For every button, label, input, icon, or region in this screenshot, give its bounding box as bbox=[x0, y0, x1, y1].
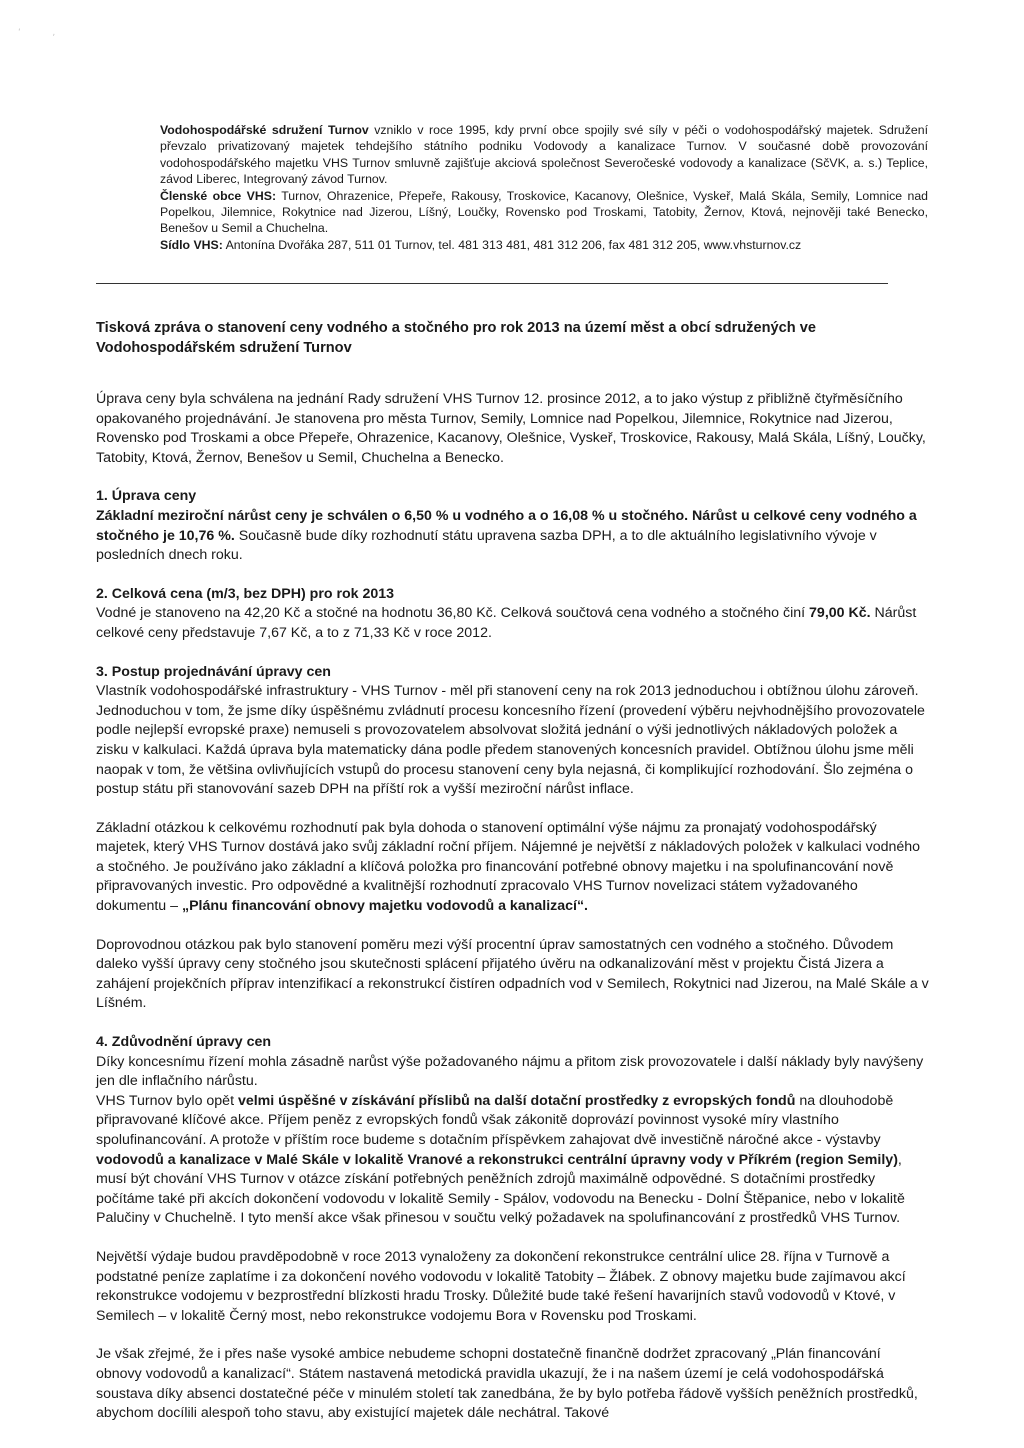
section-1-paragraph: Základní meziroční nárůst ceny je schválen o 6,50 % u vodného a o 16,08 % u stočného. Nárůst u celkové ceny vodného a stočného je 10,76 %. Současně bude díky rozhodnutí státu upravena sazba DPH, a to dle aktuálního legislativního vývoje v posledních dnech roku. bbox=[96, 507, 917, 564]
organization-address: Sídlo VHS: Antonína Dvořáka 287, 511 01 Turnov, tel. 481 313 481, 481 312 206, fax 481 312 205, www.vhsturnov.cz bbox=[160, 237, 802, 252]
section-4-paragraph-1: Díky koncesnímu řízení mohla zásadně narůst výše požadovaného nájmu a přitom zisk provozovatele i další náklady byly navýšeny jen dle inflačního nárůstu. bbox=[96, 1053, 924, 1090]
section-4-paragraph-2: VHS Turnov bylo opět velmi úspěšné v získávání příslibů na další dotační prostředky z evropských fondů na dlouhodobě připravované klíčové akce. Příjem peněz z evropských fondů však zákonitě doprovází povinnost vysoké míry vlastního spolufinancování. A protože v příštím roce budeme s dotačním příspěvkem zahajovat dvě investičně náročné akce - výstavby vodovodů a kanalizace v Malé Skále v lokalitě Vranové a rekonstrukci centrální úpravny vody v Příkrém (region Semily), musí být chování VHS Turnov v otázce získání potřebných peněžních zdrojů maximálně odpovědné. S dotačními prostředky počítáme také při akcích dokončení vodovodu v lokalitě Semily - Spálov, vodovodu na Benecku - Dolní Štěpanice, nebo v lokalitě Palučiny v Chuchelně. I tyto menší akce však přinesou v součtu velký požadavek na spolufinancování z prostředků VHS Turnov. bbox=[96, 1092, 905, 1227]
section-3-paragraph-2: Základní otázkou k celkovému rozhodnutí pak byla dohoda o stanovení optimální výše nájmu za pronajatý vodohospodářský majetek, který VHS Turnov dostává jako svůj základní roční příjem. Nájemné je největší z nákladových položek v kalkulaci vodného a stočného. Je používáno jako základní a klíčová položka pro financování potřebné obnovy majetku i na spolufinancování nově připravovaných investic. Pro odpovědné a kvalitnější rozhodnutí zpracovalo VHS Turnov novelizaci státem vyžadovaného dokumentu – „Plánu financování obnovy majetku vodovodů a kanalizací“. bbox=[96, 819, 921, 915]
section-2-paragraph: Vodné je stanoveno na 42,20 Kč a stočné na hodnotu 36,80 Kč. Celková součtová cena vodného a stočného činí 79,00 Kč. Nárůst celkové ceny představuje 7,67 Kč, a to z 71,33 Kč v roce 2012. bbox=[96, 605, 917, 641]
organization-description: Vodohospodářské sdružení Turnov vzniklo v roce 1995, kdy první obce spojily své síly v péči o vodohospodářský majetek. Sdružení převzalo privatizovaný majetek tehdejšího státního podniku Vodovody a kanalizace Turnov. V současné době provozování vodohospodářského majetku VHS Turnov smluvně zajišťuje akciová společnost Severočeské vodovody a kanalizace (SčVK, a. s.) Teplice, závod Liberec, Integrovaný závod Turnov. bbox=[160, 123, 929, 187]
organization-name: Vodohospodářské sdružení Turnov bbox=[160, 123, 369, 137]
section-4-heading: 4. Zdůvodnění úpravy cen bbox=[96, 1034, 272, 1051]
member-municipalities-label: Členské obce VHS: bbox=[160, 188, 277, 203]
organization-info-block bbox=[160, 122, 928, 253]
section-3-paragraph-1: Vlastník vodohospodářské infrastruktury - VHS Turnov - měl při stanovení ceny na rok 2013 jednoduchou i obtížnou úlohu zároveň. Jednoduchou v tom, že jsme díky úspěšnému zvládnutí procesu koncesního řízení (provedení výběru nejvhodnějšího provozovatele podle nejlepší evropské praxe) nemuseli s provozovatelem absolvovat složitá jednání o výši jednotlivých nákladových položek a zisku v kalkulaci. Každá úprava byla matematicky dána podle předem stanovených koncesních pravidel. Obtížnou úlohu jsme měli naopak v tom, že většina ovlivňujících vstupů do procesu stanovení ceny byla nejasná, či komplikující rozhodování. Šlo zejména o postup státu při stanovování sazeb DPH na příští rok a vyšší meziroční nárůst inflace. bbox=[96, 683, 925, 798]
scan-artifact: ʻ , bbox=[18, 28, 56, 38]
address-label: Sídlo VHS: bbox=[160, 237, 223, 252]
section-4-paragraph-4: Je však zřejmé, že i přes naše vysoké ambice nebudeme schopni dostatečně finančně dodržet zpracovaný „Plán financování obnovy vodovodů a kanalizací“. Státem nastavená metodická pravidla ukazují, že i na našem území je celá vodohospodářská soustava díky absenci dostatečné péče v minulém století tak zanedbána, že by bylo potřeba řádově vyšších peněžních prostředků, abychom docílili alespoň toho stavu, aby existující majetek dále nechátral. Takové bbox=[96, 1346, 918, 1422]
press-release-body bbox=[96, 318, 930, 1424]
section-2-heading: 2. Celková cena (m/3, bez DPH) pro rok 2013 bbox=[96, 585, 395, 602]
section-3-paragraph-3: Doprovodnou otázkou pak bylo stanovení poměru mezi výší procentní úprav samostatných cen vodného a stočného. Důvodem daleko vyšší úpravy ceny stočného jsou skutečnosti splácení přijatého úvěru na odkanalizování měst v projektu Čistá Jizera a zahájení projekčních příprav intenzifikací a rekonstrukcí čistíren odpadních vod v Semilech, Rokytnici nad Jizerou, na Malé Skále a v Líšném. bbox=[96, 936, 929, 1012]
horizontal-divider bbox=[96, 283, 888, 284]
intro-paragraph: Úprava ceny byla schválena na jednání Rady sdružení VHS Turnov 12. prosince 2012, a to jako výstup z přibližně čtyřměsíčního opakovaného projednávání. Je stanovena pro města Turnov, Semily, Lomnice nad Popelkou, Jilemnice, Rokytnice nad Jizerou, Rovensko pod Troskami a obce Přepeře, Ohrazenice, Kacanovy, Olešnice, Vyskeř, Troskovice, Rakousy, Malá Skála, Líšný, Loučky, Tatobity, Ktová, Žernov, Benešov u Semil, Chuchelna a Benecko. bbox=[96, 391, 926, 466]
section-3-heading: 3. Postup projednávání úpravy cen bbox=[96, 663, 331, 680]
page-title: Tisková zpráva o stanovení ceny vodného a stočného pro rok 2013 na území měst a obcí sdružených ve Vodohospodářském sdružení Turnov bbox=[96, 320, 816, 356]
section-1-heading: 1. Úprava ceny bbox=[96, 488, 197, 505]
member-municipalities: Členské obce VHS: Turnov, Ohrazenice, Přepeře, Rakousy, Troskovice, Kacanovy, Olešnice, Vyskeř, Malá Skála, Semily, Lomnice nad Popelkou, Jilemnice, Rokytnice nad Jizerou, Líšný, Loučky, Rovensko pod Troskami, Tatobity, Žernov, Ktová, nejnověji také Benecko, Benešov u Semil a Chuchelna. bbox=[160, 188, 928, 236]
section-4-paragraph-3: Největší výdaje budou pravděpodobně v roce 2013 vynaloženy za dokončení rekonstrukce centrální ulice 28. října v Turnově a podstatné peníze zaplatíme i za dokončení nového vodovodu v lokalitě Tatobity – Žlábek. Z obnovy majetku bude zajímavou akcí rekonstrukce vodojemu v bezprostřední blízkosti hradu Trosky. Důležité bude také řešení havarijních stavů vodovodů v Ktové, v Semilech – v lokalitě Černý most, nebo rekonstrukce vodojemu Bora v Rovensku pod Troskami. bbox=[96, 1248, 906, 1324]
